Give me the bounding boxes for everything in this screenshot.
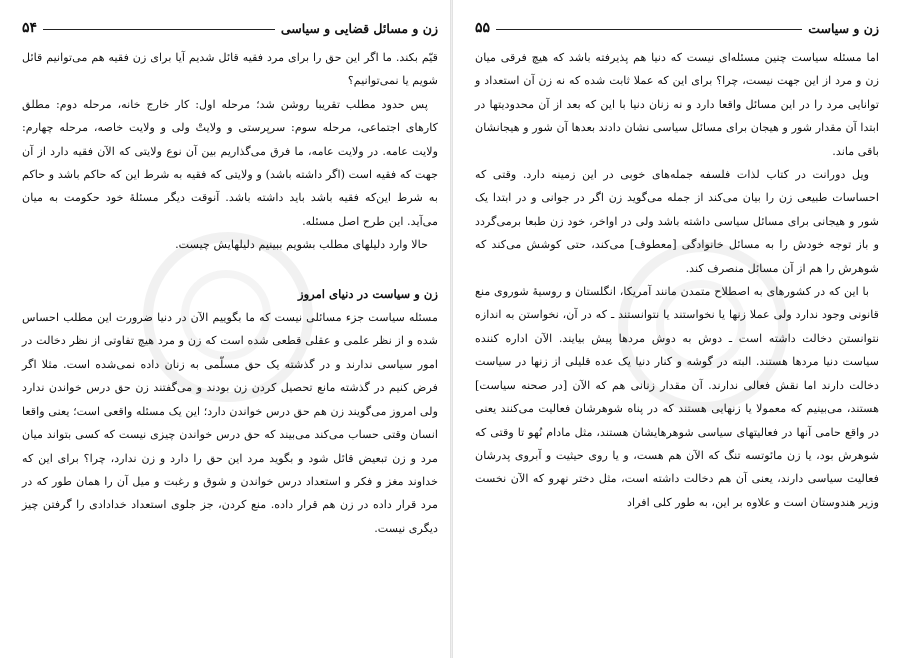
page-header [22, 14, 438, 36]
left-page [22, 0, 438, 658]
paragraph: مسئله سیاست جزء مسائلی نیست که ما بگوییم الآن در دنیا ضرورت این مطلب احساس شده و از نظر علمی و عقلی قطعی شده است که زن و مرد هیچ تفاوتی از نظر دخالت در امور سیاسی ندارند و در گذشته یک حق مسلّمی به زنان داده نمی‌شده است. مثلا اگر فرض کنیم در گذشته مانع تحصیل کردن زن بودند و می‌گفتند زن حق درس خواندن ندارد ولی امروز می‌گویند زن هم حق درس خواندن دارد؛ این یک مسئله واقعی است؛ یعنی واقعا انسان وقتی حساب می‌کند می‌بیند که حق درس خواندن چیزی نیست که کسی بتواند میان مرد و زن تبعیض قائل شود و بگوید مرد این حق را دارد و زن ندارد، چرا؟ برای این که خداوند مغز و فکر و استعداد درس خواندن و شوق و رغبت و میل آن را همان طور که در مرد قرار داده در زن هم قرار داده. منع کردن، جز جلوی استعداد خدادادی را گرفتن چیز دیگری نیست. [22, 311, 438, 535]
running-title: زن و سیاست [808, 21, 879, 36]
page-number: ۵۵ [475, 20, 491, 36]
page-header [475, 14, 879, 36]
page-body [475, 46, 879, 514]
book-gutter [450, 0, 453, 658]
page-number: ۵۴ [22, 20, 38, 36]
running-title: زن و مسائل قضایی و سیاسی [280, 21, 438, 36]
paragraph: پس حدود مطلب تقریبا روشن شد؛ مرحله اول: کار خارج خانه، مرحله دوم: مطلق کارهای اجتماعی، مرحله سوم: سرپرستی و ولایتْ ولی و ولایت خاصه، مرحله چهارم: ولایت عامه. در ولایت عامه، ما فرق می‌گذاریم بین آن نوع ولایتی که الآن فقیه دارد از آن جهت که فقیه است (اگر داشته باشد) و ولایتی که فقیه به شرط این که حاکم باشد و حاکم به شرط این‌که فقیه باشد باید داشته باشد. آنوقت دیگر مسئلهٔ خود حکومت به میان می‌آید. این طرح اصل مسئله. [22, 97, 438, 228]
page-body [22, 46, 438, 540]
paragraph: قیّم بکند. ما اگر این حق را برای مرد فقیه قائل شدیم آیا برای زن فقیه هم می‌توانیم قائل شویم یا نمی‌توانیم؟ [22, 51, 438, 88]
paragraph: اما مسئله سیاست چنین مسئله‌ای نیست که دنیا هم پذیرفته باشد که هیچ فرقی میان زن و مرد از این جهت نیست، چرا؟ برای این که عملا ثابت شده که نه زن آن استعداد و توانایی مرد را در این مسائل واقعا دارد و نه زنان دنیا با این که بعد از آن محدودیتها در ابتدا آن مقدار شور و هیجان برای مسائل سیاسی نشان دادند بعدها آن شور و هیجانشان باقی ماند. [475, 51, 879, 158]
header-rule [43, 29, 275, 30]
section-heading: زن و سیاست در دنیای امروز [297, 286, 438, 301]
header-rule [496, 29, 802, 30]
paragraph: حالا وارد دلیلهای مطلب بشویم ببینیم دلیلهایش چیست. [175, 238, 428, 252]
section-gap [22, 257, 438, 283]
right-page [475, 0, 879, 658]
paragraph: با این که در کشورهای به اصطلاح متمدن مانند آمریکا، انگلستان و روسیهٔ شوروی منع قانونی وجود ندارد ولی عملا زنها یا نخواستند یا نتوانستند ـ که در آن، نخواستن به اندازه نتوانستن دخالت داشته است ـ دوش به دوش مردها پیش بیایند. الآن اداره کننده سیاست دنیا مردها هستند. البته در گوشه و کنار دنیا یک عده قلیلی از زنها در سیاست دخالت دارند اما نقش فعالی ندارند. آن مقدار زنانی هم که الآن [در صحنه سیاست] هستند، می‌بینیم که معمولا یا زنهایی هستند که در پناه شوهرشان فعالیت می‌کنند یعنی در واقع حامی آنها در فعالیتهای سیاسی شوهرهایشان هستند، مثل مادام نُهو تا وقتی که شوهرش بود، یا زن مائوتسه تنگ که الآن هم هست، و یا روی حیثیت و آبروی پدرشان فعالیت سیاسی دارند، یعنی آن هم دخالت داشته است، مثل دختر نهرو که الآن نخست وزیر هندوستان است و علاوه بر این، به طور کلی افراد [475, 285, 879, 509]
paragraph: ویل دورانت در کتاب لذات فلسفه جمله‌های خوبی در این زمینه دارد. وقتی که احساسات طبیعی زن را بیان می‌کند از جمله می‌گوید زن اگر در جوانی و در ابتدا یک شور و هیجانی برای مسائل سیاسی داشته باشد ولی در اواخر، خود زن طبعا برمی‌گردد و باز توجه خودش را به مسائل خانوادگی [معطوف] می‌کند، حتی کوشش می‌کند که شوهرش را هم از آن مسائل منصرف کند. [475, 168, 879, 275]
